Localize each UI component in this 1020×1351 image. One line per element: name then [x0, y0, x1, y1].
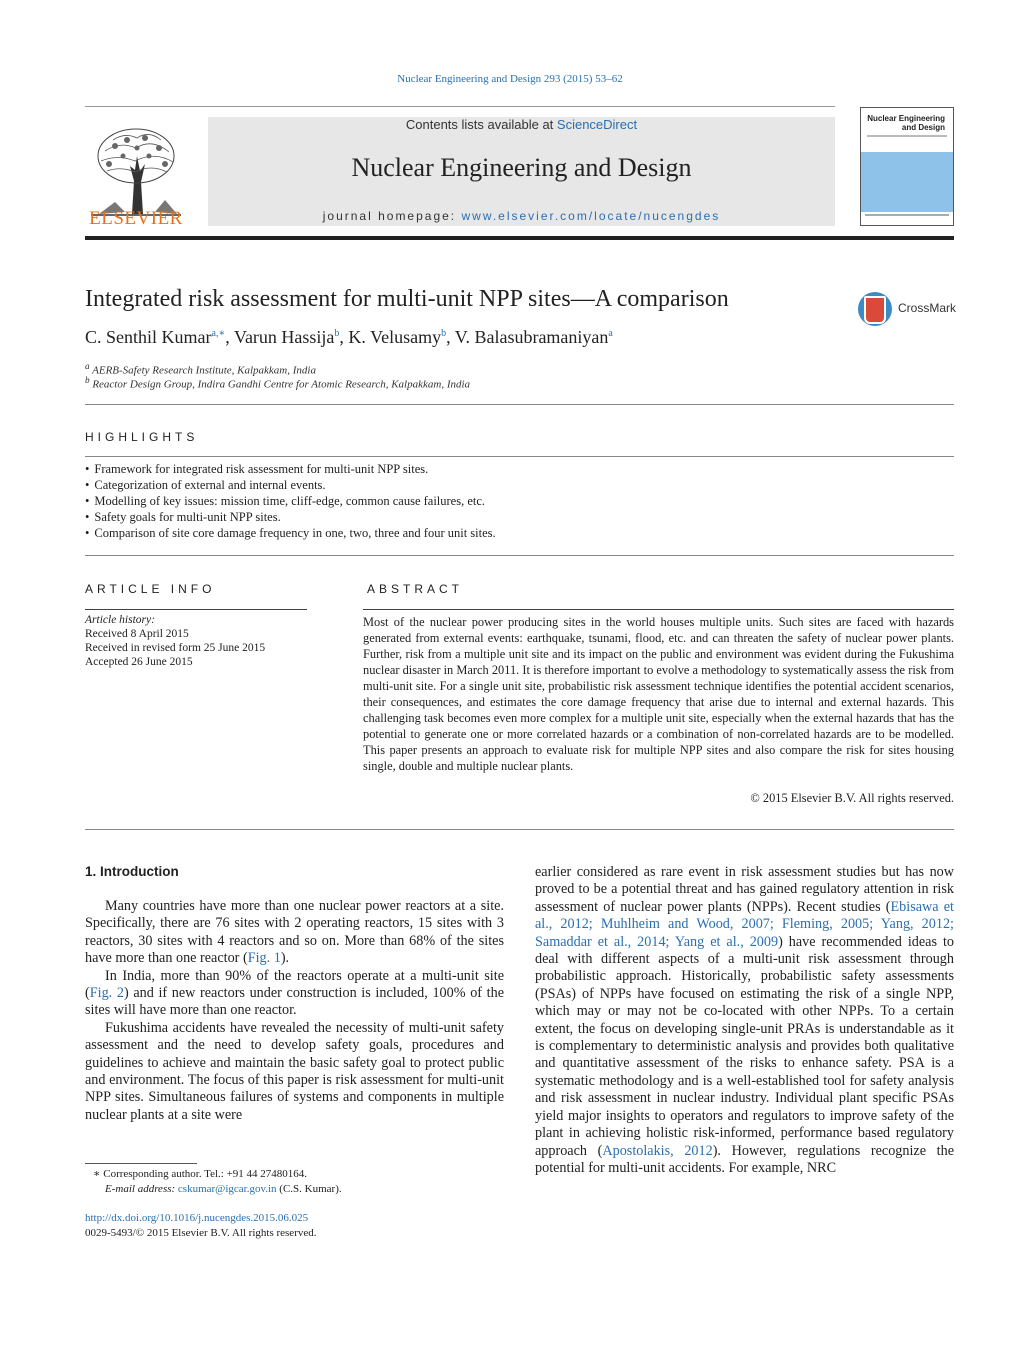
- highlight-item: • Framework for integrated risk assessment for multi-unit NPP sites.: [85, 461, 954, 477]
- highlights-label: HIGHLIGHTS: [85, 430, 199, 444]
- affiliation-mark: a: [85, 361, 90, 371]
- figure-link[interactable]: Fig. 1: [247, 950, 281, 967]
- paragraph-text: ) and if new reactors under construction is included, 100% of the sites will have more than one reactor.: [85, 985, 504, 1019]
- highlight-item: • Modelling of key issues: mission time, cliff-edge, common cause failures, etc.: [85, 493, 954, 509]
- body-column-right: [535, 864, 954, 1177]
- paragraph-text: ).: [280, 950, 290, 967]
- highlight-item: • Categorization of external and internal events.: [85, 477, 954, 493]
- highlight-item: • Comparison of site core damage frequency in one, two, three and four unit sites.: [85, 525, 954, 541]
- email-label: E-mail address:: [105, 1183, 178, 1195]
- doi-block: [85, 1211, 317, 1241]
- author-name[interactable]: C. Senthil Kumar: [85, 327, 212, 347]
- author-name[interactable]: Varun Hassija: [233, 327, 335, 347]
- affiliation-text: AERB-Safety Research Institute, Kalpakkam, India: [92, 364, 316, 377]
- section-heading-introduction: 1. Introduction: [85, 864, 179, 879]
- contents-line: [208, 117, 835, 132]
- affiliation-mark: b: [85, 375, 90, 385]
- cover-footer-line: [865, 214, 949, 216]
- email-suffix: (C.S. Kumar).: [276, 1183, 342, 1195]
- footnote-email-line: [93, 1182, 342, 1197]
- crossmark-icon: [858, 292, 892, 326]
- affiliation-text: Reactor Design Group, Indira Gandhi Centre for Atomic Research, Kalpakkam, India: [92, 378, 471, 391]
- author-affiliation-mark[interactable]: b: [441, 328, 447, 339]
- history-label: Article history:: [85, 614, 155, 626]
- section-divider: [85, 404, 954, 405]
- abstract-label: ABSTRACT: [367, 582, 464, 596]
- email-link[interactable]: cskumar@igcar.gov.in: [177, 1183, 277, 1195]
- paragraph-text: In India, more than 90% of the reactors operate at a multi-unit site (: [85, 967, 504, 1002]
- author-name[interactable]: K. Velusamy: [348, 327, 442, 347]
- body-paragraph: [85, 968, 504, 1020]
- sciencedirect-link[interactable]: ScienceDirect: [556, 117, 638, 132]
- highlights-bottom-rule: [85, 555, 954, 556]
- homepage-link[interactable]: www.elsevier.com/locate/nucengdes: [461, 209, 721, 223]
- journal-homepage: [208, 209, 835, 223]
- article-info-label: ARTICLE INFO: [85, 582, 216, 596]
- reference-link[interactable]: Apostolakis, 2012: [602, 1142, 713, 1159]
- journal-name: Nuclear Engineering and Design: [351, 153, 692, 182]
- article-info-rule: [85, 609, 307, 610]
- author-affiliation-mark[interactable]: a: [608, 328, 613, 339]
- paragraph-text: ) have recommended ideas to deal with different aspects of a multi-unit risk assessment through probabilistic approach. Historically, probabilistic safety assessments (PSAs) of NPPs have focused on estimating the risk of a single NPP, which may or may not be co-located with other NPPs. To a certain extent, the focus on developing single-unit PRAs is understandable as it is complementary to deterministic analysis and provides both qualitative and quantitative assessment of the risks to enhance safety. PSA is a systematic methodology and is a well-established tool for safety analysis and risk assessment in nuclear industry. Individual plant specific PSAs yield major insights to operators and regulators to improve safety of the plant in achieving holistic risk-informed, performance based regulatory approach (: [535, 933, 954, 1159]
- history-revised: Received in revised form 25 June 2015: [85, 642, 266, 654]
- crossmark-badge[interactable]: [858, 292, 958, 328]
- history-accepted: Accepted 26 June 2015: [85, 656, 193, 668]
- author-affiliation-mark[interactable]: b: [334, 328, 340, 339]
- author-list: C. Senthil Kumar$^{a,∗}$, Varun Hassija$^b$, K. Velusamy$^b$, V. Balasubramaniyan$^a$: [85, 327, 613, 347]
- doi-link[interactable]: http://dx.doi.org/10.1016/j.nucengdes.2015.06.025: [85, 1212, 309, 1224]
- abstract-copyright: © 2015 Elsevier B.V. All rights reserved.: [750, 791, 954, 805]
- history-received: Received 8 April 2015: [85, 628, 189, 640]
- body-paragraph: [535, 864, 954, 1177]
- paragraph-text: earlier considered as rare event in risk assessment studies but has now proved to be a potential threat and has gained regulatory attention in risk assessment of nuclear power plants (NPPs). Recent studies (: [535, 864, 954, 915]
- abstract-bottom-rule: [85, 829, 954, 830]
- reference-link[interactable]: Ebisawa et al., 2012; Muhlheim and Wood, 2007; Fleming, 2005; Yang, 2012; Samaddar et al., 2014; Yang et al., 2009: [535, 898, 954, 950]
- highlight-item: • Safety goals for multi-unit NPP sites.: [85, 509, 954, 525]
- paragraph-text: ). However, regulations recognize the potential for multi-unit accidents. For example, NRC: [535, 1142, 954, 1176]
- issn-copyright: 0029-5493/© 2015 Elsevier B.V. All rights reserved.: [85, 1227, 317, 1239]
- body-column-left: [85, 898, 504, 1124]
- affiliation: [85, 375, 470, 391]
- body-paragraph: [85, 898, 504, 968]
- corresponding-author-footnote: [93, 1167, 342, 1197]
- article-history: [85, 613, 265, 669]
- cover-image: [861, 152, 953, 212]
- figure-link[interactable]: Fig. 2: [89, 985, 124, 1002]
- highlights-top-rule: [85, 456, 954, 457]
- highlights-list: [85, 461, 954, 541]
- journal-cover-thumbnail[interactable]: [860, 107, 954, 226]
- footnote-author: ∗ Corresponding author. Tel.: +91 44 27480164.: [93, 1168, 308, 1180]
- author-affiliation-mark[interactable]: a,∗: [211, 328, 226, 339]
- abstract-text: Most of the nuclear power producing sites in the world houses multiple units. Such sites are faced with hazards generated from external events: earthquake, tsunami, flood, etc. and can threaten the safety of nuclear power plants. Further, risk from a multiple unit site and its impact on the public and environment was evident during the Fukushima nuclear disaster in March 2011. It is therefore important to evolve a methodology to systematically assess the risk from multi-unit site. For a single unit site, probabilistic risk assessment technique identifies the potential accident scenarios, their consequences, and estimates the core damage frequency that arise due to internal and external hazards. This challenging task becomes even more complex for a multiple unit site, especially when the external hazards that has the potential to generate one or more correlated hazards or a combination of non-correlated hazards are to be modelled. This paper presents an approach to evaluate risk for multiple NPP sites and also compare the risk for sites housing single, double and multiple nuclear plants.: [363, 615, 954, 773]
- journal-citation[interactable]: Nuclear Engineering and Design 293 (2015) 53–62: [397, 73, 623, 85]
- cover-title: Nuclear Engineering and Design: [867, 114, 945, 132]
- body-paragraph: Fukushima accidents have revealed the necessity of multi-unit safety assessment and the need to develop safety goals, procedures and guidelines to achieve and maintain the basic safety goal to protect public and environment. The focus of this paper is risk assessment for multi-unit NPP sites. Simultaneous failures of systems and components in multiple nuclear plants at a site were: [85, 1019, 504, 1123]
- header-thick-rule: [85, 236, 954, 240]
- author-name[interactable]: V. Balasubramaniyan: [454, 327, 609, 347]
- header-rule: [85, 106, 835, 107]
- homepage-prefix: journal homepage:: [322, 209, 462, 223]
- abstract-rule: [363, 609, 954, 610]
- publisher-name: ELSEVIER: [89, 208, 183, 229]
- contents-prefix: Contents lists available at: [405, 117, 557, 132]
- article-title: Integrated risk assessment for multi-unit NPP sites—A comparison: [85, 286, 729, 312]
- footnote-rule: [85, 1163, 197, 1164]
- cover-subtitle-line: [867, 135, 947, 137]
- paragraph-text: Many countries have more than one nuclear power reactors at a site. Specifically, there are 76 sites with 2 operating reactors, 15 sites with 3 reactors, 30 sites with 4 reactors and so on. More than 68% of the sites have more than one reactor (: [85, 898, 504, 967]
- crossmark-label: CrossMark: [898, 301, 957, 315]
